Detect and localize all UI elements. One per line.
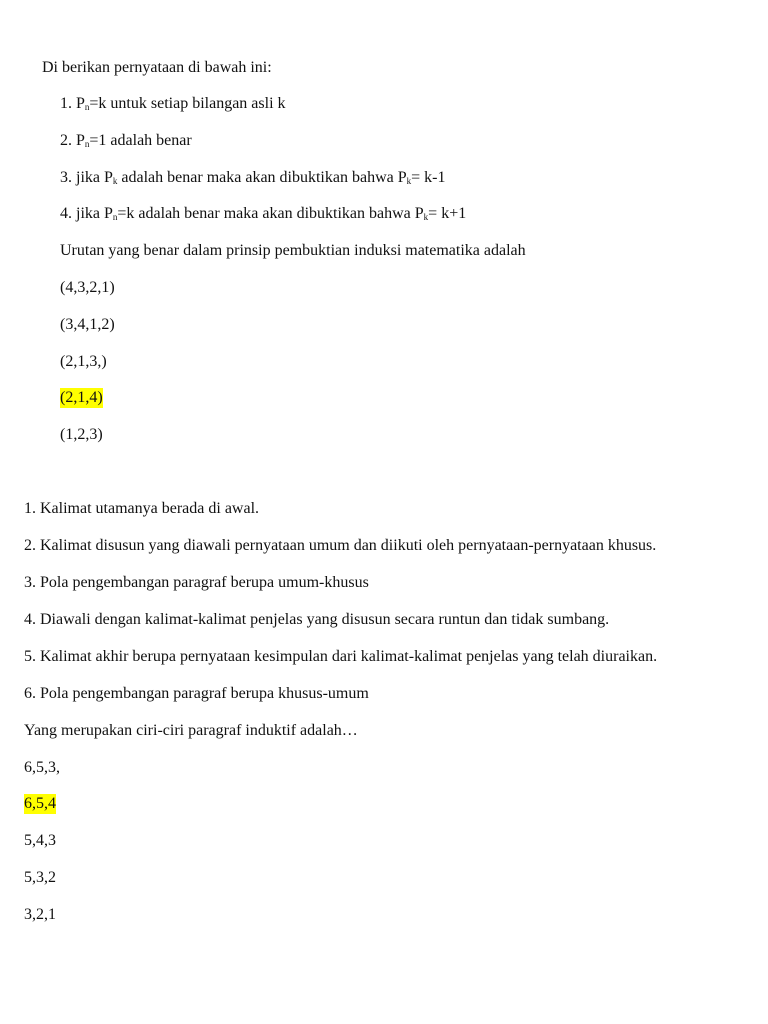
q1-option-1[interactable]: (4,3,2,1) [60, 279, 115, 296]
q1-item-2-number: 2. [60, 132, 72, 149]
q1-item-3-number: 3. [60, 169, 72, 186]
q1-option-2[interactable]: (3,4,1,2) [60, 316, 115, 333]
q1-option-4-highlighted[interactable]: (2,1,4) [60, 389, 103, 406]
q1-item-1-rest: =k untuk setiap bilangan asli k [89, 95, 286, 112]
q1-item-3-p: P [104, 169, 113, 186]
q2-option-2-highlighted[interactable]: 6,5,4 [24, 795, 56, 812]
q2-item-1: 1. Kalimat utamanya berada di awal. [24, 500, 260, 517]
q2-item-6: 6. Pola pengembangan paragraf berupa khusus-umum [24, 685, 369, 702]
q1-item-4-p2: P [414, 205, 424, 222]
q1-item-1-p: P [76, 95, 85, 112]
q1-item-4 [60, 204, 466, 224]
q1-item-3 [60, 168, 446, 188]
q1-item-2-rest: =1 adalah benar [89, 132, 192, 149]
q2-option-4[interactable]: 5,3,2 [24, 869, 56, 886]
q1-item-2 [60, 131, 192, 151]
q1-item-4-lead: jika [76, 205, 104, 222]
q1-item-4-rest: = k+1 [428, 205, 467, 222]
q1-item-3-sub2: k [406, 176, 412, 186]
q1-item-4-p: P [104, 205, 113, 222]
q1-item-4-number: 4. [60, 205, 72, 222]
q2-option-1[interactable]: 6,5,3, [24, 759, 60, 776]
q1-item-3-p2: P [397, 169, 407, 186]
q2-item-2: 2. Kalimat disusun yang diawali pernyataan umum dan diikuti oleh pernyataan-pernyataan khusus. [24, 537, 657, 554]
q1-item-3-rest: = k-1 [411, 169, 446, 186]
q1-item-3-sub: k [112, 176, 118, 186]
q1-option-5[interactable]: (1,2,3) [60, 426, 103, 443]
q1-item-1 [60, 94, 286, 114]
q1-prompt: Urutan yang benar dalam prinsip pembuktian induksi matematika adalah [60, 242, 526, 259]
q2-option-3[interactable]: 5,4,3 [24, 832, 56, 849]
q1-item-4-sub2: k [423, 212, 429, 222]
q2-item-5: 5. Kalimat akhir berupa pernyataan kesimpulan dari kalimat-kalimat penjelas yang telah diuraikan. [24, 648, 658, 665]
q2-item-4: 4. Diawali dengan kalimat-kalimat penjelas yang disusun secara runtun dan tidak sumbang. [24, 611, 610, 628]
q2-option-5[interactable]: 3,2,1 [24, 906, 56, 923]
q2-item-3: 3. Pola pengembangan paragraf berupa umum-khusus [24, 574, 369, 591]
q1-intro: Di berikan pernyataan di bawah ini: [42, 59, 272, 76]
q1-item-2-p: P [76, 132, 85, 149]
q1-item-2-sub: n [84, 139, 90, 149]
q2-prompt: Yang merupakan ciri-ciri paragraf induktif adalah… [24, 722, 358, 739]
q1-item-1-number: 1. [60, 95, 72, 112]
q1-item-1-sub: n [84, 102, 90, 112]
q1-item-4-middle: =k adalah benar maka akan dibuktikan bahwa [117, 205, 415, 222]
q1-item-4-sub: n [112, 212, 118, 222]
q1-item-3-middle: adalah benar maka akan dibuktikan bahwa [117, 169, 398, 186]
q1-option-3[interactable]: (2,1,3,) [60, 353, 107, 370]
q1-item-3-lead: jika [76, 169, 104, 186]
